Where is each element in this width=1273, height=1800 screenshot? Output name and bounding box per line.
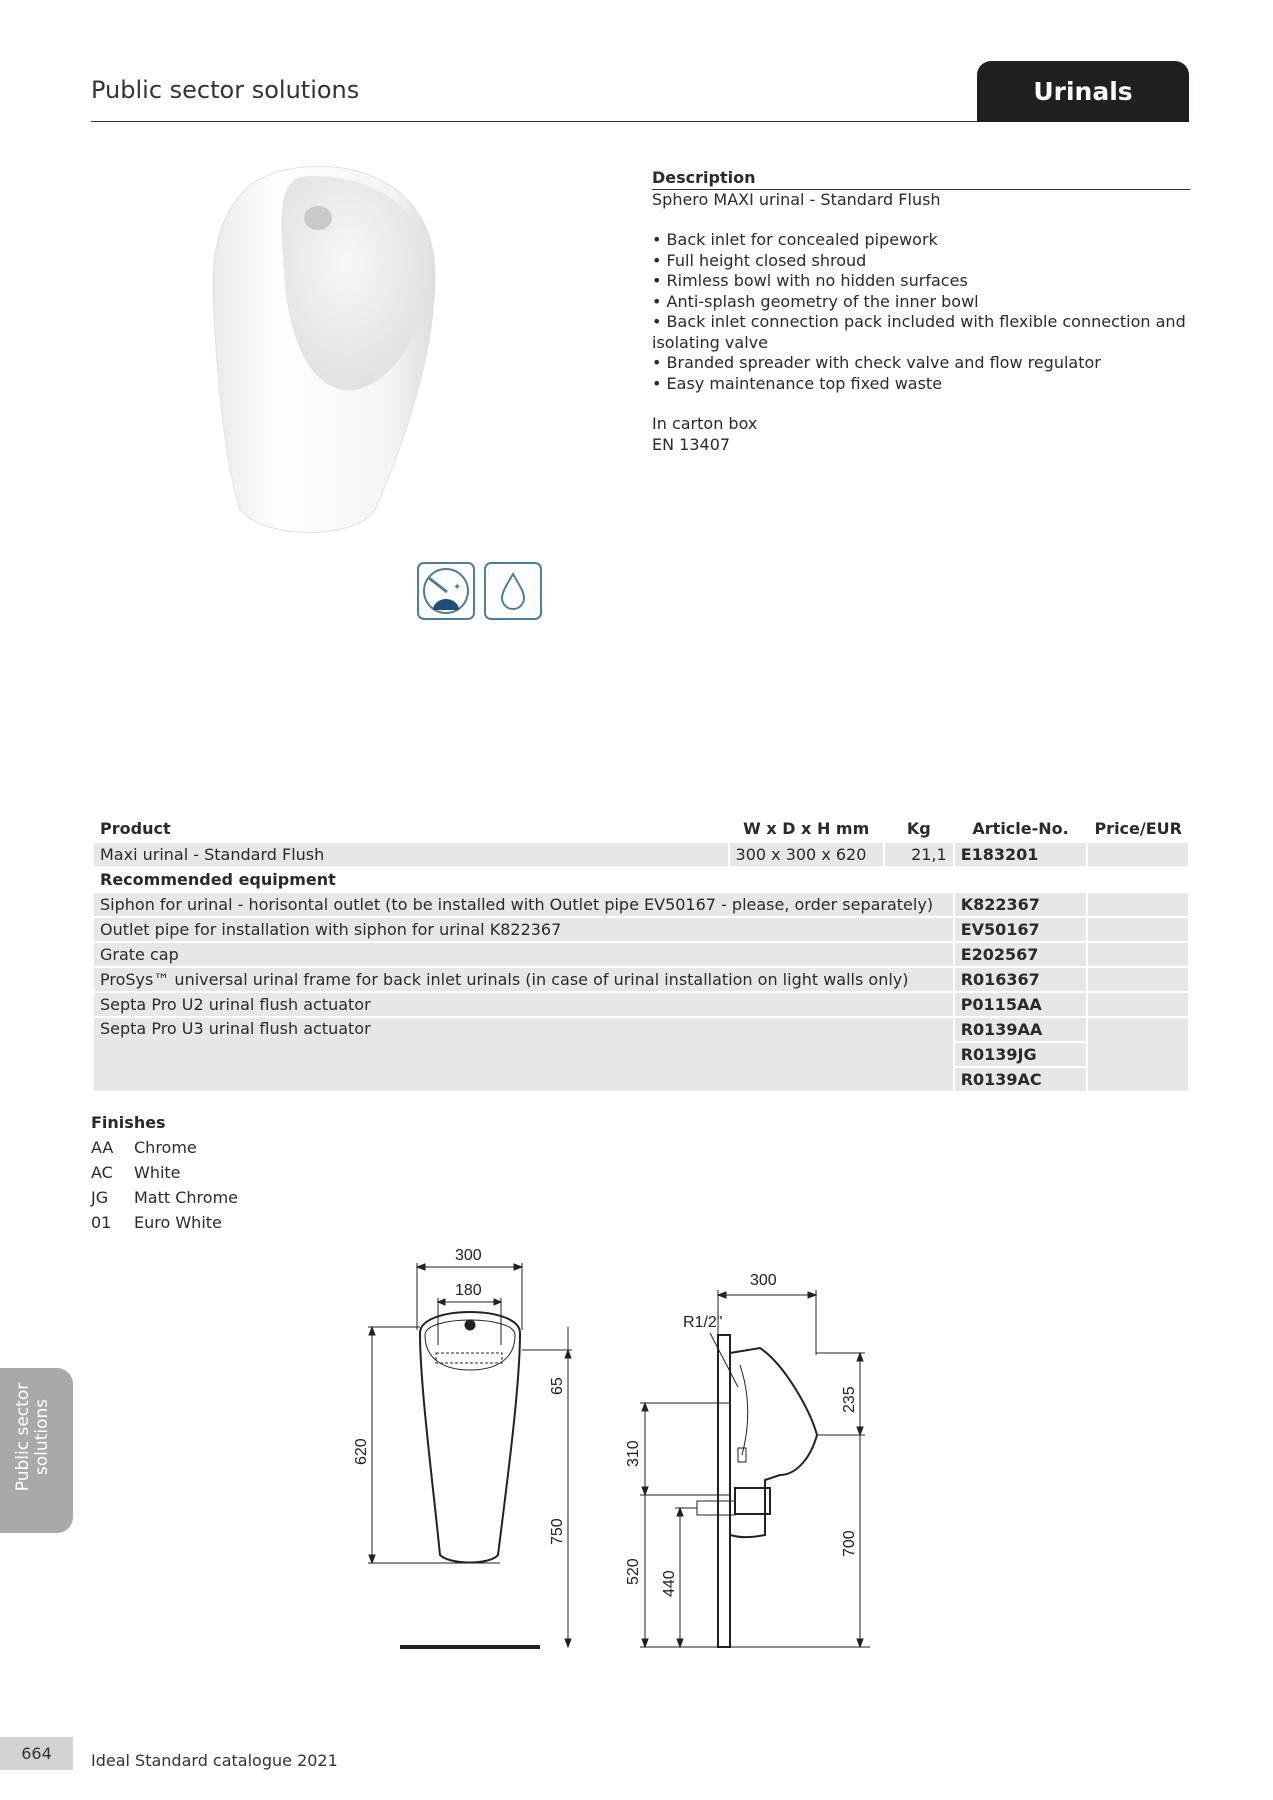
finish-name: Chrome [134,1138,197,1157]
feature-item: • Easy maintenance top fixed waste [652,374,1190,395]
article-cell: EV50167 [955,918,1087,941]
price-cell [1088,1018,1188,1091]
feature-item: • Rimless bowl with no hidden surfaces [652,271,1190,292]
product-table [92,810,1190,1093]
article-cell: K822367 [955,893,1087,916]
standard-note: EN 13407 [652,434,731,454]
product-cell: Septa Pro U3 urinal flush actuator [94,1018,953,1091]
page-number: 664 [0,1737,73,1770]
product-cell: Maxi urinal - Standard Flush [94,843,728,866]
col-header-product: Product [100,819,171,838]
price-cell [1088,968,1188,991]
category-tab: Urinals [977,61,1189,122]
side-view [625,1272,870,1647]
product-cell: ProSys™ universal urinal frame for back inlet urinals (in case of urinal installation on light walls only) [94,968,953,991]
section-side-tab-label [14,1362,52,1512]
finish-item [91,1135,238,1160]
product-name: Sphero MAXI urinal - Standard Flush [652,189,941,209]
finish-code: AA [91,1138,114,1157]
price-cell [1088,893,1188,916]
table-row [94,918,1188,941]
footer-catalogue: Ideal Standard catalogue 2021 [91,1751,338,1770]
finish-code: JG [91,1188,109,1207]
price-cell [1088,943,1188,966]
feature-list [652,230,1190,394]
col-header-article: Article-No. [972,819,1069,838]
col-header-dimensions: W x D x H mm [743,819,870,838]
dim-front-width: 300 [455,1247,482,1264]
feature-icons [417,562,546,620]
product-cell: Grate cap [94,943,953,966]
finish-item [91,1210,238,1235]
front-view [353,1247,572,1647]
article-cell: P0115AA [955,993,1087,1016]
product-cell: Septa Pro U2 urinal flush actuator [94,993,953,1016]
finish-code: AC [91,1163,113,1182]
dim-waste-pipe-height: 440 [661,1570,678,1597]
dim-inlet-height: 310 [625,1440,642,1467]
rimless-clean-icon [417,562,475,620]
article-cell: R0139JG [955,1043,1087,1066]
page-title: Public sector solutions [91,76,360,104]
dim-rim-height: 700 [841,1530,858,1557]
packaging-note: In carton box [652,414,758,433]
price-cell [1088,918,1188,941]
col-header-weight: Kg [906,819,931,838]
finish-item [91,1160,238,1185]
description-block [652,168,1190,455]
dimensions-cell: 300 x 300 x 620 [730,843,883,866]
feature-item: • Branded spreader with check valve and flow regulator [652,353,1190,374]
article-cell: E202567 [955,943,1087,966]
finish-name: White [134,1163,181,1182]
col-header-price: Price/EUR [1094,819,1182,838]
table-row [94,1018,1188,1041]
article-cell: E183201 [955,843,1087,866]
product-cell: Outlet pipe for installation with siphon for urinal K822367 [94,918,953,941]
water-drop-icon [484,562,542,620]
price-cell [1088,993,1188,1016]
recommended-heading-row [94,868,1188,891]
table-header-row [94,812,1188,841]
finish-name: Euro White [134,1213,222,1232]
table-row [94,993,1188,1016]
dim-thread: R1/2" [683,1314,723,1331]
finishes-title: Finishes [91,1113,166,1132]
table-row [94,843,1188,866]
recommended-heading: Recommended equipment [94,868,1188,891]
finish-name: Matt Chrome [134,1188,238,1207]
finishes-list [91,1110,238,1235]
article-cell: R0139AC [955,1068,1087,1091]
dim-front-height: 620 [353,1438,370,1465]
technical-drawing [340,1235,960,1675]
finish-item [91,1185,238,1210]
description-heading: Description [652,168,1190,190]
table-row [94,943,1188,966]
urinal-product-image [205,165,445,540]
feature-item: • Back inlet for concealed pipework [652,230,1190,251]
side-tab-line1: Public sector [13,1382,33,1492]
dim-waste-height: 520 [625,1558,642,1585]
dim-side-depth: 300 [750,1272,777,1289]
dim-inlet-offset: 235 [841,1386,858,1413]
svg-text:✦: ✦ [453,582,462,593]
dim-front-offset: 65 [549,1377,566,1395]
feature-item: • Anti-splash geometry of the inner bowl [652,292,1190,313]
article-cell: R0139AA [955,1018,1087,1041]
dim-install-height: 750 [549,1518,566,1545]
weight-cell: 21,1 [885,843,953,866]
dim-front-inner-width: 180 [455,1282,482,1299]
feature-item: • Full height closed shroud [652,251,1190,272]
feature-item: • Back inlet connection pack included with flexible connection and isolating valve [652,312,1190,353]
table-row [94,968,1188,991]
table-row [94,893,1188,916]
article-cell: R016367 [955,968,1087,991]
finish-code: 01 [91,1213,112,1232]
price-cell [1088,843,1188,866]
product-cell: Siphon for urinal - horisontal outlet (to be installed with Outlet pipe EV50167 - please, order separately) [94,893,953,916]
side-tab-line2: solutions [32,1398,52,1476]
